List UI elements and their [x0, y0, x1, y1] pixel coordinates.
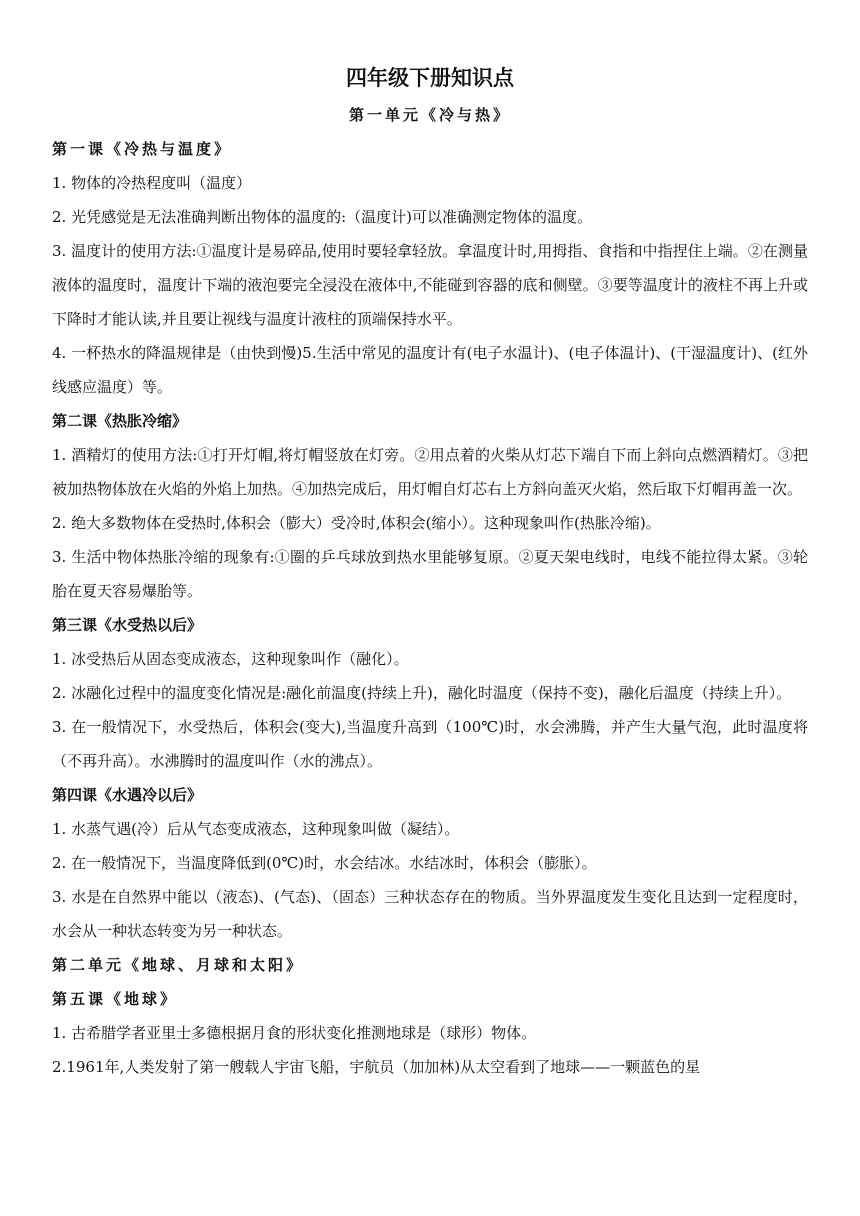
- unit-2-heading: 第二单元《地球、月球和太阳》: [52, 956, 305, 974]
- lesson-1-item-3: 3. 温度计的使用方法:①温度计是易碎品,使用时要轻拿轻放。拿温度计时,用拇指、食指和中指捏住上端。②在测量液体的温度时，温度计下端的液泡要完全浸没在液体中,不能碰到容器的底和侧壁。③要等温度计的液柱不再上升或下降时才能认读,并且要让视线与温度计液柱的顶端保持水平。: [52, 242, 808, 328]
- lesson-3-item-2: 2. 冰融化过程中的温度变化情况是:融化前温度(持续上升)，融化时温度（保持不变)，融化后温度（持续上升）。: [52, 684, 792, 702]
- lesson-4-item-2: 2. 在一般情况下，当温度降低到(0℃)时，水会结冰。水结冰时，体积会（膨胀）。: [52, 854, 597, 872]
- lesson-3-item-1: 1. 冰受热后从固态变成液态，这种现象叫作（融化）。: [52, 650, 409, 668]
- lesson-1-item-1: 1. 物体的冷热程度叫（温度）: [52, 174, 252, 192]
- lesson-2-heading: 第二课《热胀冷缩》: [52, 412, 188, 430]
- lesson-3-item-3: 3. 在一般情况下，水受热后，体积会(变大),当温度升高到（100℃)时，水会沸腾，并产生大量气泡，此时温度将（不再升高）。水沸腾时的温度叫作（水的沸点）。: [52, 718, 808, 770]
- lesson-4-item-1: 1. 水蒸气遇(冷）后从气态变成液态，这种现象叫做（凝结）。: [52, 820, 460, 838]
- document-title: 四年级下册知识点: [346, 66, 514, 90]
- lesson-4-heading: 第四课《水遇冷以后》: [52, 786, 203, 804]
- lesson-2-item-3: 3. 生活中物体热胀冷缩的现象有:①圈的乒乓球放到热水里能够复原。②夏天架电线时，电线不能拉得太紧。③轮胎在夏天容易爆胎等。: [52, 548, 808, 600]
- lesson-1-heading: 第一课《冷热与温度》: [52, 140, 233, 158]
- lesson-5-item-1: 1. 古希腊学者亚里士多德根据月食的形状变化推测地球是（球形）物体。: [52, 1024, 537, 1042]
- lesson-2-item-1: 1. 酒精灯的使用方法:①打开灯帽,将灯帽竖放在灯旁。②用点着的火柴从灯芯下端自下而上斜向点燃酒精灯。③把被加热物体放在火焰的外焰上加热。④加热完成后，用灯帽自灯芯右上方斜向盖灭火焰，然后取下灯帽再盖一次。: [52, 446, 808, 498]
- lesson-3-heading: 第三课《水受热以后》: [52, 616, 203, 634]
- unit-1-heading: 第一单元《冷与热》: [348, 106, 511, 124]
- lesson-2-item-2: 2. 绝大多数物体在受热时,体积会（膨大）受冷时,体积会(缩小）。这种现象叫作(热胀冷缩)。: [52, 514, 661, 532]
- lesson-5-item-2: 2.1961年,人类发射了第一艘载人宇宙飞船，宇航员（加加林)从太空看到了地球——一颗蓝色的星: [52, 1058, 701, 1076]
- lesson-1-item-2: 2. 光凭感觉是无法准确判断出物体的温度的:（温度计)可以准确测定物体的温度。: [52, 208, 592, 226]
- lesson-5-heading: 第五课《地球》: [52, 990, 179, 1008]
- lesson-4-item-3: 3. 水是在自然界中能以（液态)、(气态)、（固态）三种状态存在的物质。当外界温度发生变化且达到一定程度时，水会从一种状态转变为另一种状态。: [52, 888, 808, 940]
- lesson-1-item-4: 4. 一杯热水的降温规律是（由快到慢)5.生活中常见的温度计有(电子水温计)、(电子体温计)、(干湿温度计)、(红外线感应温度）等。: [52, 344, 808, 396]
